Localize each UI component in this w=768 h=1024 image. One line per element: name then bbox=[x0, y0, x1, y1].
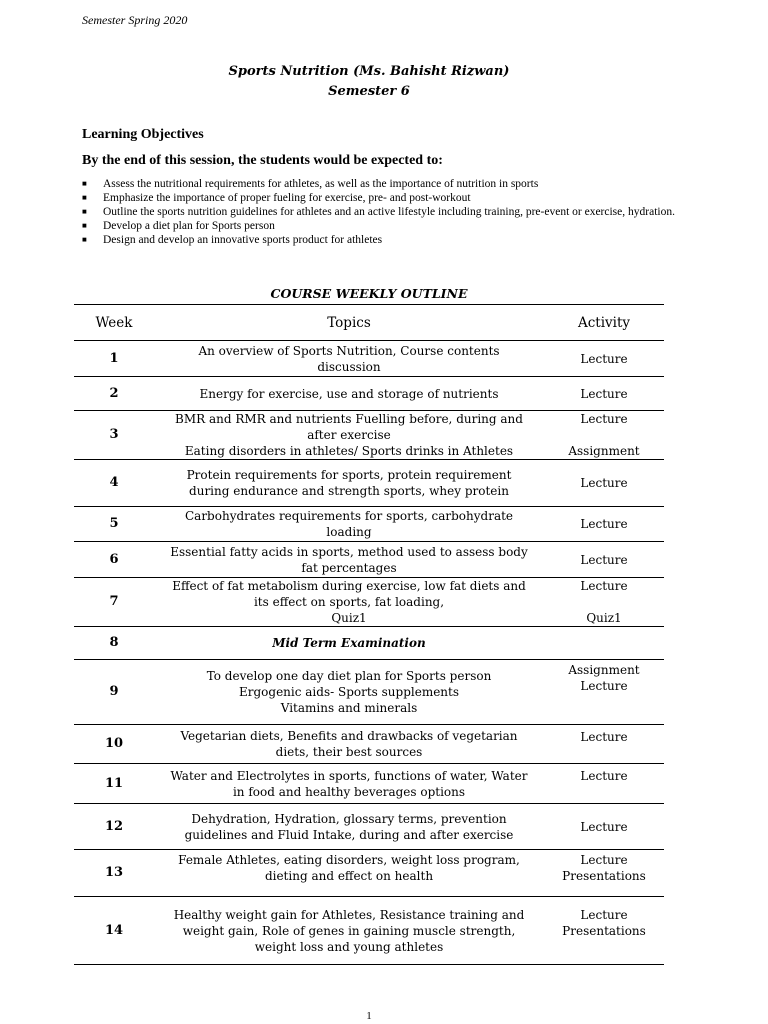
course-title: Sports Nutrition (Ms. Bahisht Rizwan) bbox=[228, 64, 510, 79]
activity-cell: Lecture Presentations bbox=[544, 850, 664, 897]
table-row bbox=[74, 850, 664, 897]
topic-cell: Essential fatty acids in sports, method used to assess body fat percentages bbox=[154, 542, 544, 578]
activity-cell: Lecture bbox=[544, 460, 664, 507]
bullet-icon: ■ bbox=[82, 207, 87, 216]
week-number: 2 bbox=[74, 377, 154, 411]
week-number: 14 bbox=[74, 897, 154, 965]
activity-cell: Lecture bbox=[544, 377, 664, 411]
table-row bbox=[74, 341, 664, 377]
page-number: 1 bbox=[366, 1010, 372, 1022]
week-number: 12 bbox=[74, 804, 154, 850]
topic-cell: Mid Term Examination bbox=[154, 627, 544, 660]
activity-cell: Assignment Lecture bbox=[544, 660, 664, 725]
table-row bbox=[74, 460, 664, 507]
topic-cell: Dehydration, Hydration, glossary terms, prevention guidelines and Fluid Intake, during and after exercise bbox=[154, 804, 544, 850]
list-item bbox=[82, 219, 682, 233]
week-number: 8 bbox=[74, 627, 154, 660]
objective-text: Assess the nutritional requirements for athletes, as well as the importance of nutrition in sports bbox=[103, 178, 539, 190]
activity-cell: Lecture bbox=[544, 804, 664, 850]
table-row bbox=[74, 725, 664, 764]
list-item bbox=[82, 177, 682, 191]
activity-cell: Lecture bbox=[544, 725, 664, 764]
objectives-list bbox=[82, 177, 682, 247]
topic-cell: Healthy weight gain for Athletes, Resistance training and weight gain, Role of genes in gaining muscle strength, weight loss and young athletes bbox=[154, 897, 544, 965]
bullet-icon: ■ bbox=[82, 193, 87, 202]
activity-cell: Lecture Presentations bbox=[544, 897, 664, 965]
week-number: 1 bbox=[74, 341, 154, 377]
bullet-icon: ■ bbox=[82, 235, 87, 244]
objective-text: Outline the sports nutrition guidelines for athletes and an active lifestyle including training, pre-event or exercise, hydration. bbox=[103, 206, 675, 218]
topic-cell: Vegetarian diets, Benefits and drawbacks of vegetarian diets, their best sources bbox=[154, 725, 544, 764]
header-activity: Activity bbox=[544, 305, 664, 341]
objective-text: Develop a diet plan for Sports person bbox=[103, 220, 275, 232]
document-header: Semester Spring 2020 bbox=[82, 13, 188, 27]
header-topics: Topics bbox=[154, 305, 544, 341]
table-row bbox=[74, 507, 664, 542]
learning-objectives-heading: Learning Objectives bbox=[82, 127, 204, 142]
table-row bbox=[74, 897, 664, 965]
table-row bbox=[74, 542, 664, 578]
list-item bbox=[82, 233, 682, 247]
topic-cell: Effect of fat metabolism during exercise, low fat diets and its effect on sports, fat loading, Quiz1 bbox=[154, 578, 544, 627]
table-row bbox=[74, 660, 664, 725]
week-number: 9 bbox=[74, 660, 154, 725]
topic-cell: To develop one day diet plan for Sports person Ergogenic aids- Sports supplements Vitamins and minerals bbox=[154, 660, 544, 725]
table-row bbox=[74, 764, 664, 804]
learning-objectives-intro: By the end of this session, the students would be expected to: bbox=[82, 153, 443, 168]
week-number: 10 bbox=[74, 725, 154, 764]
topic-cell: BMR and RMR and nutrients Fuelling before, during and after exercise Eating disorders in athletes/ Sports drinks in Athletes bbox=[154, 411, 544, 460]
activity-cell bbox=[544, 627, 664, 660]
objective-text: Design and develop an innovative sports product for athletes bbox=[103, 234, 383, 246]
week-number: 7 bbox=[74, 578, 154, 627]
topic-cell: Female Athletes, eating disorders, weight loss program, dieting and effect on health bbox=[154, 850, 544, 897]
activity-cell: Lecture bbox=[544, 341, 664, 377]
activity-cell: Lecture bbox=[544, 542, 664, 578]
list-item bbox=[82, 191, 682, 205]
table-row bbox=[74, 578, 664, 627]
topic-cell: An overview of Sports Nutrition, Course contents discussion bbox=[154, 341, 544, 377]
objective-text: Emphasize the importance of proper fueling for exercise, pre- and post-workout bbox=[103, 192, 471, 204]
week-number: 3 bbox=[74, 411, 154, 460]
activity-cell: Lecture Assignment bbox=[544, 411, 664, 460]
weekly-outline-table bbox=[74, 304, 664, 965]
bullet-icon: ■ bbox=[82, 221, 87, 230]
table-row bbox=[74, 411, 664, 460]
topic-cell: Protein requirements for sports, protein requirement during endurance and strength sports, whey protein bbox=[154, 460, 544, 507]
topic-cell: Carbohydrates requirements for sports, carbohydrate loading bbox=[154, 507, 544, 542]
header-week: Week bbox=[74, 305, 154, 341]
bullet-icon: ■ bbox=[82, 179, 87, 188]
week-number: 4 bbox=[74, 460, 154, 507]
week-number: 13 bbox=[74, 850, 154, 897]
activity-cell: Lecture Quiz1 bbox=[544, 578, 664, 627]
table-row bbox=[74, 627, 664, 660]
topic-cell: Energy for exercise, use and storage of nutrients bbox=[154, 377, 544, 411]
table-row bbox=[74, 377, 664, 411]
table-row bbox=[74, 804, 664, 850]
outline-title: COURSE WEEKLY OUTLINE bbox=[270, 286, 468, 301]
topic-cell: Water and Electrolytes in sports, functions of water, Water in food and healthy beverages options bbox=[154, 764, 544, 804]
week-number: 6 bbox=[74, 542, 154, 578]
activity-cell: Lecture bbox=[544, 764, 664, 804]
week-number: 11 bbox=[74, 764, 154, 804]
activity-cell: Lecture bbox=[544, 507, 664, 542]
course-semester: Semester 6 bbox=[328, 84, 410, 99]
table-header-row bbox=[74, 305, 664, 341]
week-number: 5 bbox=[74, 507, 154, 542]
list-item bbox=[82, 205, 682, 219]
